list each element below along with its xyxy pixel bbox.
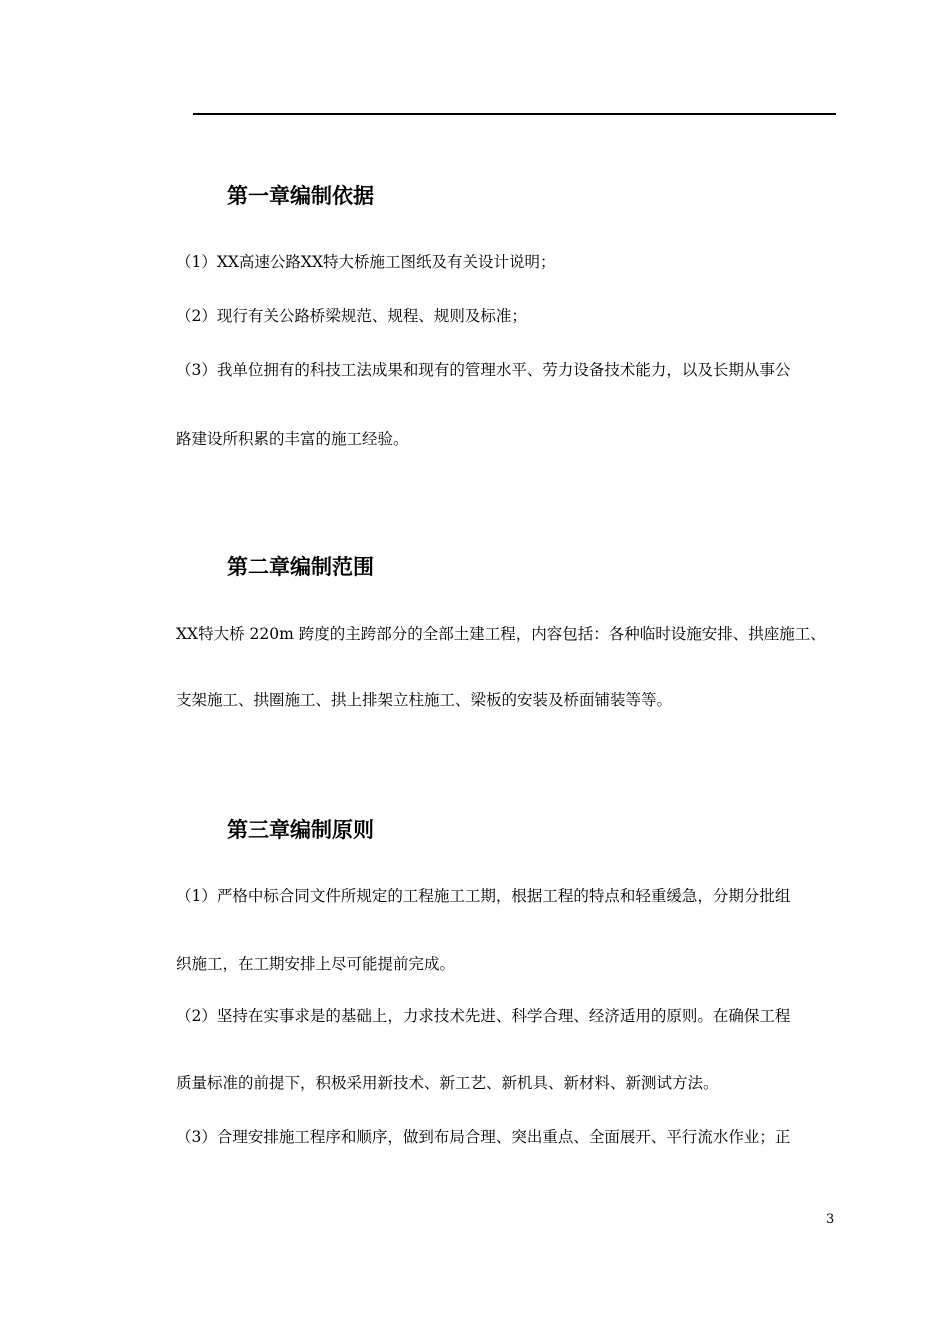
chapter-3-line-5: （3）合理安排施工程序和顺序，做到布局合理、突出重点、全面展开、平行流水作业；正 (176, 1128, 791, 1146)
chapter-1-line-4: 路建设所积累的丰富的施工经验。 (176, 430, 409, 448)
chapter-1-line-3: （3）我单位拥有的科技工法成果和现有的管理水平、劳力设备技术能力，以及长期从事公 (176, 361, 791, 379)
chapter-3-line-4: 质量标准的前提下，积极采用新技术、新工艺、新机具、新材料、新测试方法。 (176, 1074, 719, 1092)
header-rule (193, 113, 836, 115)
chapter-3-line-3: （2）坚持在实事求是的基础上，力求技术先进、科学合理、经济适用的原则。在确保工程 (176, 1007, 791, 1025)
chapter-3-line-1: （1）严格中标合同文件所规定的工程施工工期，根据工程的特点和轻重缓急，分期分批组 (176, 887, 791, 905)
chapter-3-line-2: 织施工，在工期安排上尽可能提前完成。 (176, 955, 456, 973)
chapter-2-line-2: 支架施工、拱圈施工、拱上排架立柱施工、梁板的安装及桥面铺装等等。 (176, 691, 673, 709)
chapter-1-title: 第一章编制依据 (227, 184, 374, 208)
chapter-1-line-1: （1）XX高速公路XX特大桥施工图纸及有关设计说明； (176, 253, 556, 271)
chapter-2-title: 第二章编制范围 (227, 555, 374, 579)
chapter-3-title: 第三章编制原则 (227, 818, 374, 842)
page-number: 3 (826, 1212, 835, 1227)
chapter-1-line-2: （2）现行有关公路桥梁规范、规程、规则及标准； (176, 307, 527, 325)
chapter-2-line-1: XX特大桥 220m 跨度的主跨部分的全部土建工程，内容包括：各种临时设施安排、拱座施工、 (176, 625, 826, 643)
